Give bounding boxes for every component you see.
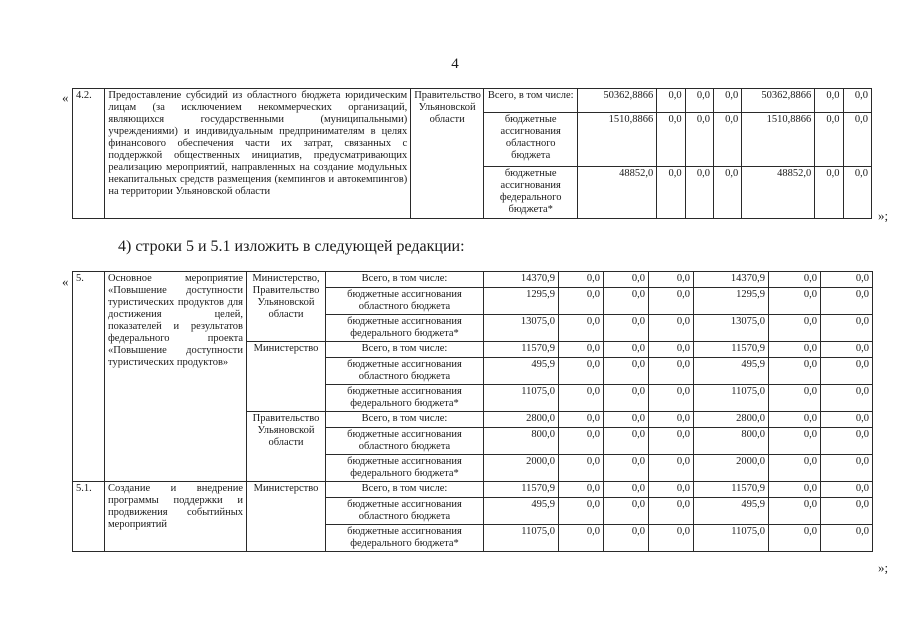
funding-source: бюджетные ассигнования федерального бюджета* [326, 455, 484, 482]
value-cell: 2000,0 [484, 455, 559, 482]
opening-quote: « [62, 90, 69, 105]
activity-name: Основное мероприятие «Повышение доступности туристических продуктов для достижения целей, показателей и результатов федерального проекта «Повышение доступности туристических продуктов» [105, 272, 247, 482]
value-cell: 0,0 [843, 89, 871, 113]
value-cell: 0,0 [769, 412, 821, 428]
value-cell: 0,0 [815, 89, 843, 113]
value-cell: 14370,9 [484, 272, 559, 288]
funding-source: бюджетные ассигнования федерального бюджета* [326, 525, 484, 552]
value-cell: 50362,8866 [578, 89, 657, 113]
value-cell: 11075,0 [694, 385, 769, 412]
value-cell: 13075,0 [694, 315, 769, 342]
value-cell: 0,0 [649, 412, 694, 428]
value-cell: 0,0 [657, 113, 685, 167]
table-row-4-2 [72, 88, 872, 219]
activity-name: Предоставление субсидий из областного бюджета юридическим лицам (за исключением некоммерческих организаций, являющихся государственными (муниципальными) учреждениями) и индивидуальным предпринимателям в целях финансового обеспечения части их затрат, связанных с поддержкой общественных инициатив, предусматривающих реализацию мероприятий, направленных на создание модульных некапитальных средств размещения (кемпингов и автокемпингов) на территории Ульяновской области [105, 89, 411, 219]
value-cell: 0,0 [559, 315, 604, 342]
value-cell: 0,0 [559, 498, 604, 525]
value-cell: 0,0 [649, 315, 694, 342]
row-number: 5.1. [73, 482, 105, 552]
value-cell: 0,0 [604, 412, 649, 428]
value-cell: 0,0 [713, 167, 741, 219]
funding-source: Всего, в том числе: [326, 482, 484, 498]
executor: Министерство [247, 342, 326, 412]
value-cell: 0,0 [769, 498, 821, 525]
value-cell: 0,0 [604, 342, 649, 358]
value-cell: 0,0 [559, 358, 604, 385]
value-cell: 2000,0 [694, 455, 769, 482]
value-cell: 0,0 [649, 428, 694, 455]
value-cell: 0,0 [559, 272, 604, 288]
executor: Правительство Ульяновской области [411, 89, 484, 219]
value-cell: 0,0 [821, 272, 873, 288]
value-cell: 0,0 [559, 342, 604, 358]
value-cell: 0,0 [821, 482, 873, 498]
value-cell: 1295,9 [694, 288, 769, 315]
value-cell: 48852,0 [742, 167, 815, 219]
value-cell: 0,0 [559, 385, 604, 412]
value-cell: 800,0 [694, 428, 769, 455]
value-cell: 0,0 [821, 455, 873, 482]
value-cell: 0,0 [843, 167, 871, 219]
closing-quote: »; [878, 208, 889, 223]
value-cell: 0,0 [649, 482, 694, 498]
executor: Министерство [247, 482, 326, 552]
value-cell: 0,0 [649, 272, 694, 288]
value-cell: 0,0 [769, 385, 821, 412]
closing-quote: »; [878, 560, 889, 575]
executor: Министерство, Правительство Ульяновской области [247, 272, 326, 342]
table-rows-5-5-1 [72, 271, 873, 552]
value-cell: 50362,8866 [742, 89, 815, 113]
value-cell: 495,9 [484, 498, 559, 525]
value-cell: 0,0 [604, 385, 649, 412]
funding-source: бюджетные ассигнования областного бюджета [484, 113, 578, 167]
value-cell: 0,0 [559, 412, 604, 428]
value-cell: 1510,8866 [578, 113, 657, 167]
funding-source: бюджетные ассигнования федерального бюджета* [326, 315, 484, 342]
value-cell: 800,0 [484, 428, 559, 455]
value-cell: 0,0 [821, 288, 873, 315]
value-cell: 0,0 [769, 315, 821, 342]
value-cell: 0,0 [769, 358, 821, 385]
row-number: 5. [73, 272, 105, 482]
value-cell: 11075,0 [694, 525, 769, 552]
value-cell: 0,0 [649, 385, 694, 412]
value-cell: 0,0 [649, 342, 694, 358]
value-cell: 0,0 [604, 498, 649, 525]
value-cell: 11075,0 [484, 525, 559, 552]
page-number: 4 [451, 56, 459, 72]
value-cell: 0,0 [769, 525, 821, 552]
value-cell: 1510,8866 [742, 113, 815, 167]
value-cell: 0,0 [713, 89, 741, 113]
value-cell: 0,0 [604, 482, 649, 498]
value-cell: 0,0 [649, 288, 694, 315]
funding-source: Всего, в том числе: [326, 272, 484, 288]
activity-name: Создание и внедрение программы поддержки и продвижения событийных мероприятий [105, 482, 247, 552]
value-cell: 0,0 [649, 455, 694, 482]
funding-source: бюджетные ассигнования областного бюджета [326, 498, 484, 525]
executor: Правительство Ульяновской области [247, 412, 326, 482]
value-cell: 0,0 [821, 315, 873, 342]
value-cell: 0,0 [604, 288, 649, 315]
value-cell: 0,0 [843, 113, 871, 167]
value-cell: 2800,0 [484, 412, 559, 428]
value-cell: 0,0 [604, 272, 649, 288]
value-cell: 0,0 [821, 342, 873, 358]
value-cell: 495,9 [694, 358, 769, 385]
value-cell: 0,0 [769, 428, 821, 455]
value-cell: 495,9 [484, 358, 559, 385]
value-cell: 0,0 [769, 288, 821, 315]
value-cell: 11570,9 [694, 342, 769, 358]
value-cell: 0,0 [604, 358, 649, 385]
value-cell: 0,0 [604, 428, 649, 455]
value-cell: 11570,9 [484, 342, 559, 358]
value-cell: 2800,0 [694, 412, 769, 428]
value-cell: 0,0 [604, 525, 649, 552]
value-cell: 0,0 [604, 455, 649, 482]
value-cell: 0,0 [685, 167, 713, 219]
opening-quote: « [62, 274, 69, 289]
value-cell: 1295,9 [484, 288, 559, 315]
value-cell: 0,0 [604, 315, 649, 342]
funding-source: Всего, в том числе: [326, 412, 484, 428]
funding-source: бюджетные ассигнования областного бюджета [326, 428, 484, 455]
value-cell: 11075,0 [484, 385, 559, 412]
value-cell: 0,0 [559, 482, 604, 498]
value-cell: 0,0 [769, 482, 821, 498]
value-cell: 13075,0 [484, 315, 559, 342]
value-cell: 0,0 [685, 89, 713, 113]
value-cell: 0,0 [769, 272, 821, 288]
value-cell: 0,0 [821, 412, 873, 428]
funding-source: бюджетные ассигнования областного бюджета [326, 358, 484, 385]
value-cell: 0,0 [821, 358, 873, 385]
value-cell: 48852,0 [578, 167, 657, 219]
value-cell: 0,0 [821, 385, 873, 412]
value-cell: 0,0 [769, 455, 821, 482]
value-cell: 0,0 [821, 428, 873, 455]
value-cell: 0,0 [649, 525, 694, 552]
value-cell: 495,9 [694, 498, 769, 525]
funding-source: бюджетные ассигнования федерального бюджета* [484, 167, 578, 219]
value-cell: 11570,9 [694, 482, 769, 498]
value-cell: 0,0 [821, 525, 873, 552]
value-cell: 14370,9 [694, 272, 769, 288]
value-cell: 0,0 [815, 113, 843, 167]
value-cell: 0,0 [685, 113, 713, 167]
value-cell: 0,0 [815, 167, 843, 219]
value-cell: 0,0 [559, 455, 604, 482]
value-cell: 0,0 [649, 358, 694, 385]
value-cell: 0,0 [657, 89, 685, 113]
row-number: 4.2. [73, 89, 105, 219]
value-cell: 0,0 [713, 113, 741, 167]
funding-source: Всего, в том числе: [326, 342, 484, 358]
value-cell: 0,0 [821, 498, 873, 525]
value-cell: 0,0 [657, 167, 685, 219]
value-cell: 0,0 [559, 525, 604, 552]
value-cell: 0,0 [649, 498, 694, 525]
funding-source: бюджетные ассигнования областного бюджета [326, 288, 484, 315]
value-cell: 11570,9 [484, 482, 559, 498]
value-cell: 0,0 [559, 428, 604, 455]
value-cell: 0,0 [769, 342, 821, 358]
section-heading: 4) строки 5 и 5.1 изложить в следующей редакции: [118, 238, 465, 255]
value-cell: 0,0 [559, 288, 604, 315]
funding-source: Всего, в том числе: [484, 89, 578, 113]
funding-source: бюджетные ассигнования федерального бюджета* [326, 385, 484, 412]
